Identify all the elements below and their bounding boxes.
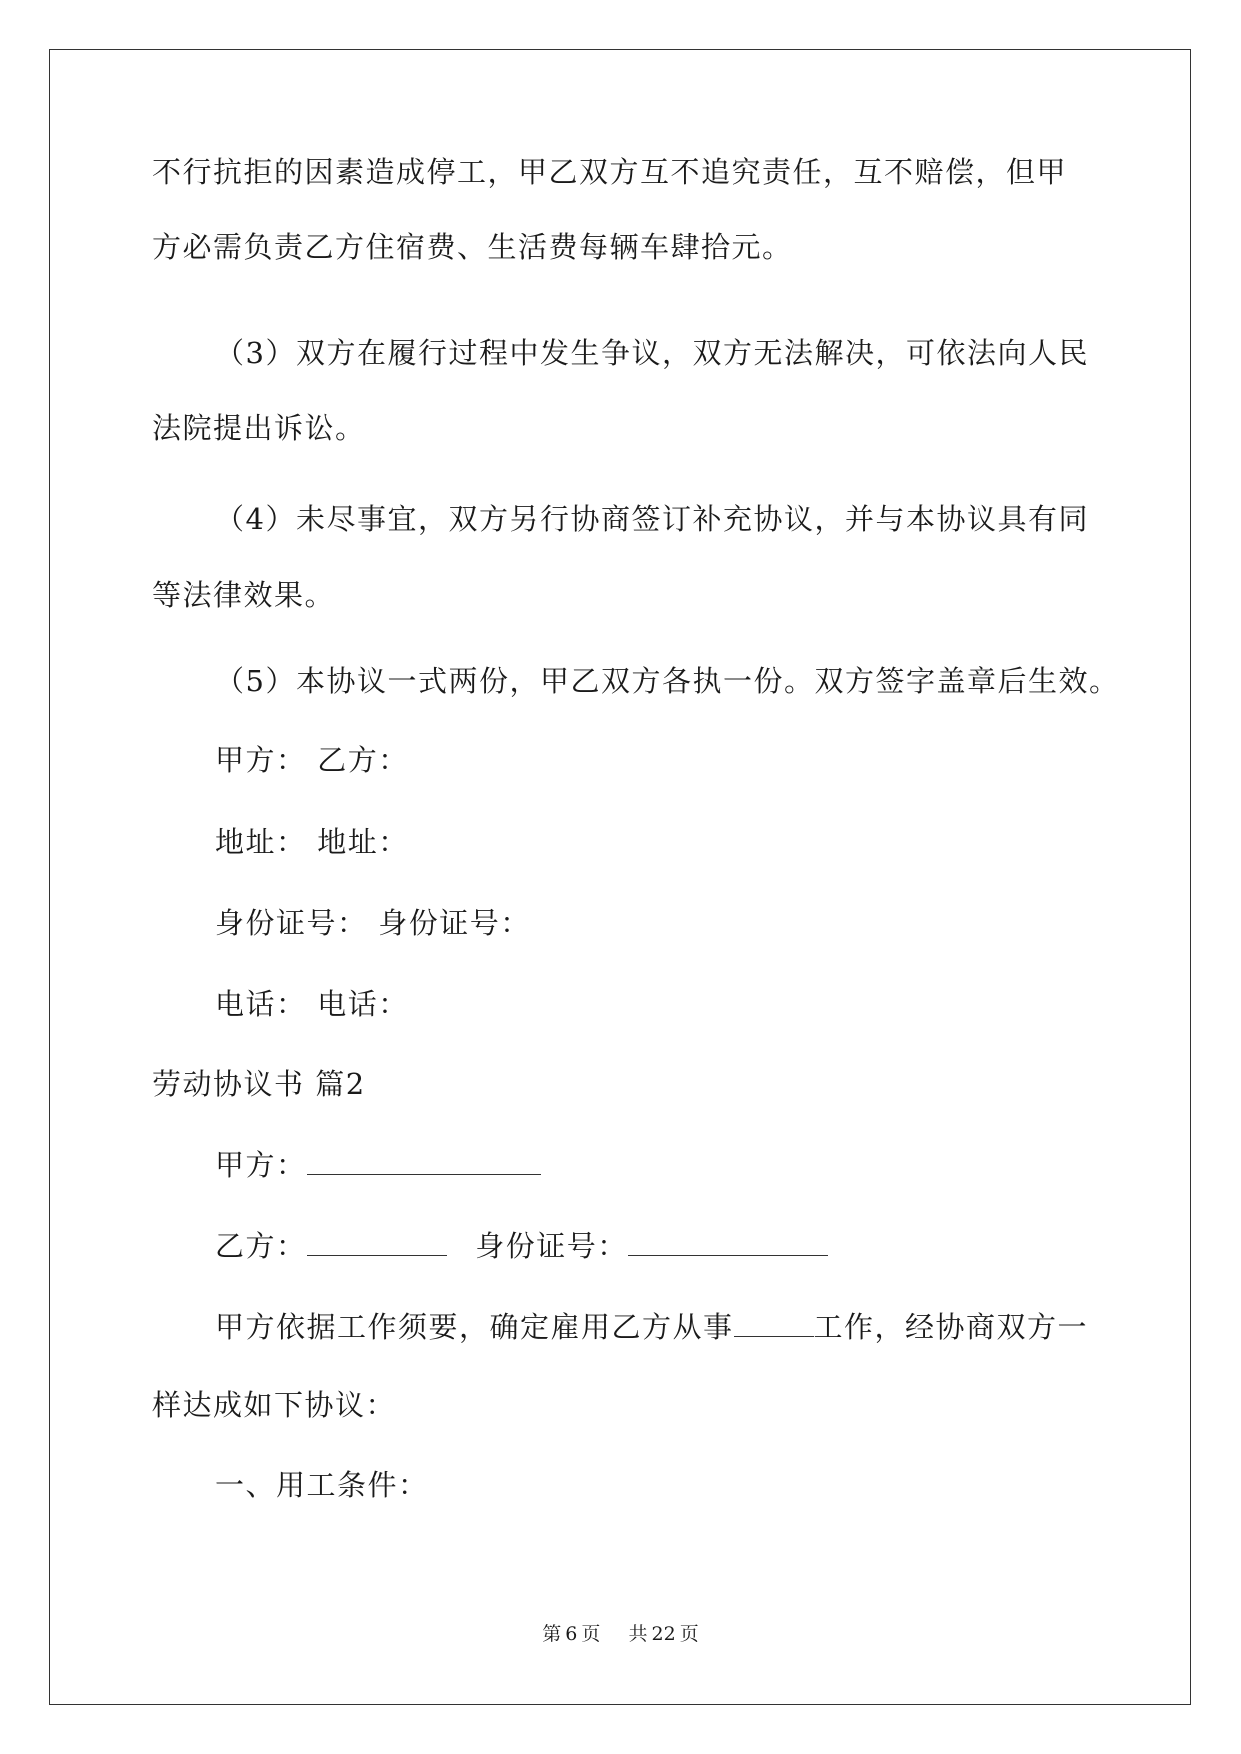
total-label-suffix: 页 — [679, 1623, 699, 1645]
page-label-suffix: 页 — [581, 1623, 601, 1645]
intro-text-1: 甲方依据工作须要，确定雇用乙方从事 — [215, 1310, 734, 1344]
page-number: 6 — [565, 1623, 578, 1645]
clause-3-line: （3）双方在履行过程中发生争议，双方无法解决，可依法向人民 — [215, 336, 1089, 370]
clause-5-line: （5）本协议一式两份，甲乙双方各执一份。双方签字盖章后生效。 — [215, 664, 1120, 698]
clause-4-line: （4）未尽事宜，双方另行协商签订补充协议，并与本协议具有同 — [215, 502, 1089, 536]
paragraph-line: 法院提出诉讼。 — [152, 411, 366, 445]
job-blank — [734, 1310, 814, 1337]
intro-text-2: 工作，经协商双方一 — [813, 1310, 1089, 1344]
section-title: 劳动协议书 篇2 — [152, 1067, 366, 1101]
paragraph-line: 等法律效果。 — [152, 578, 336, 612]
intro-line-2: 样达成如下协议： — [152, 1388, 397, 1422]
section-heading: 一、用工条件： — [215, 1468, 429, 1502]
party-b-blank — [307, 1229, 447, 1256]
party-a-row — [215, 1145, 541, 1185]
total-label-prefix: 共 — [628, 1623, 648, 1645]
id-blank — [628, 1229, 828, 1256]
page-footer — [0, 1622, 1241, 1646]
signature-id-row: 身份证号： 身份证号： — [215, 906, 531, 940]
total-pages: 22 — [651, 1623, 676, 1645]
paragraph-line: 不行抗拒的因素造成停工，甲乙双方互不追究责任，互不赔偿，但甲 — [152, 155, 1068, 189]
party-a-label: 甲方： — [215, 1148, 307, 1182]
party-b-label: 乙方： — [215, 1229, 307, 1263]
intro-row — [215, 1307, 1088, 1347]
party-a-blank — [307, 1148, 541, 1175]
page-border — [49, 49, 1191, 1705]
id-label: 身份证号： — [475, 1229, 628, 1263]
page-label-prefix: 第 — [542, 1623, 562, 1645]
signature-address-row: 地址： 地址： — [215, 825, 409, 859]
signature-phone-row: 电话： 电话： — [215, 987, 409, 1021]
paragraph-line: 方必需负责乙方住宿费、生活费每辆车肆拾元。 — [152, 230, 793, 264]
party-b-row — [215, 1226, 828, 1266]
signature-party-row: 甲方： 乙方： — [215, 743, 409, 777]
